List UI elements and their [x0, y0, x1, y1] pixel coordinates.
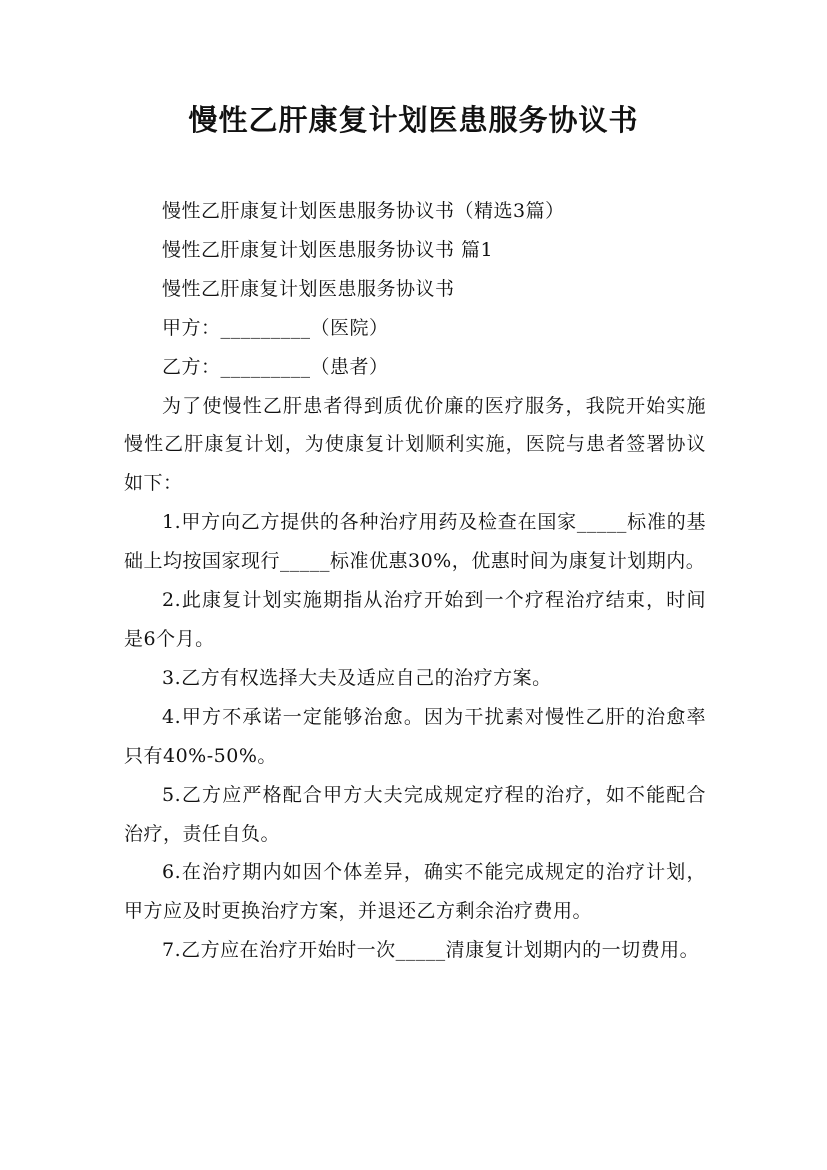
- paragraph-clause-3: 3.乙方有权选择大夫及适应自己的治疗方案。: [162, 666, 552, 689]
- paragraph-preamble: 为了使慢性乙肝患者得到质优价廉的医疗服务，我院开始实施慢性乙肝康复计划，为使康复计划顺利实施，医院与患者签署协议如下：: [124, 394, 706, 495]
- paragraph-subtitle: 慢性乙肝康复计划医患服务协议书（精选3篇）: [162, 200, 565, 222]
- document-body: [124, 192, 706, 970]
- paragraph-party-a: 甲方：_________（医院）: [162, 316, 389, 339]
- paragraph-clause-4: 4.甲方不承诺一定能够治愈。因为干扰素对慢性乙肝的治愈率只有40%-50%。: [124, 705, 706, 767]
- paragraph-agreement-name: 慢性乙肝康复计划医患服务协议书: [162, 277, 455, 300]
- paragraph-clause-6: 6.在治疗期内如因个体差异，确实不能完成规定的治疗计划，甲方应及时更换治疗方案，并退还乙方剩余治疗费用。: [124, 861, 706, 923]
- paragraph-clause-2: 2.此康复计划实施期指从治疗开始到一个疗程治疗结束，时间是6个月。: [124, 589, 706, 650]
- paragraph-section-heading: 慢性乙肝康复计划医患服务协议书 篇1: [162, 238, 494, 261]
- paragraph-party-b: 乙方：_________（患者）: [162, 355, 389, 378]
- paragraph-clause-7: 7.乙方应在治疗开始时一次_____清康复计划期内的一切费用。: [162, 939, 700, 962]
- paragraph-clause-1: 1.甲方向乙方提供的各种治疗用药及检查在国家_____标准的基础上均按国家现行_____标准优惠30%，优惠时间为康复计划期内。: [124, 511, 706, 573]
- paragraph-clause-5: 5.乙方应严格配合甲方大夫完成规定疗程的治疗，如不能配合治疗，责任自负。: [124, 783, 706, 845]
- document-title: 慢性乙肝康复计划医患服务协议书: [188, 103, 639, 137]
